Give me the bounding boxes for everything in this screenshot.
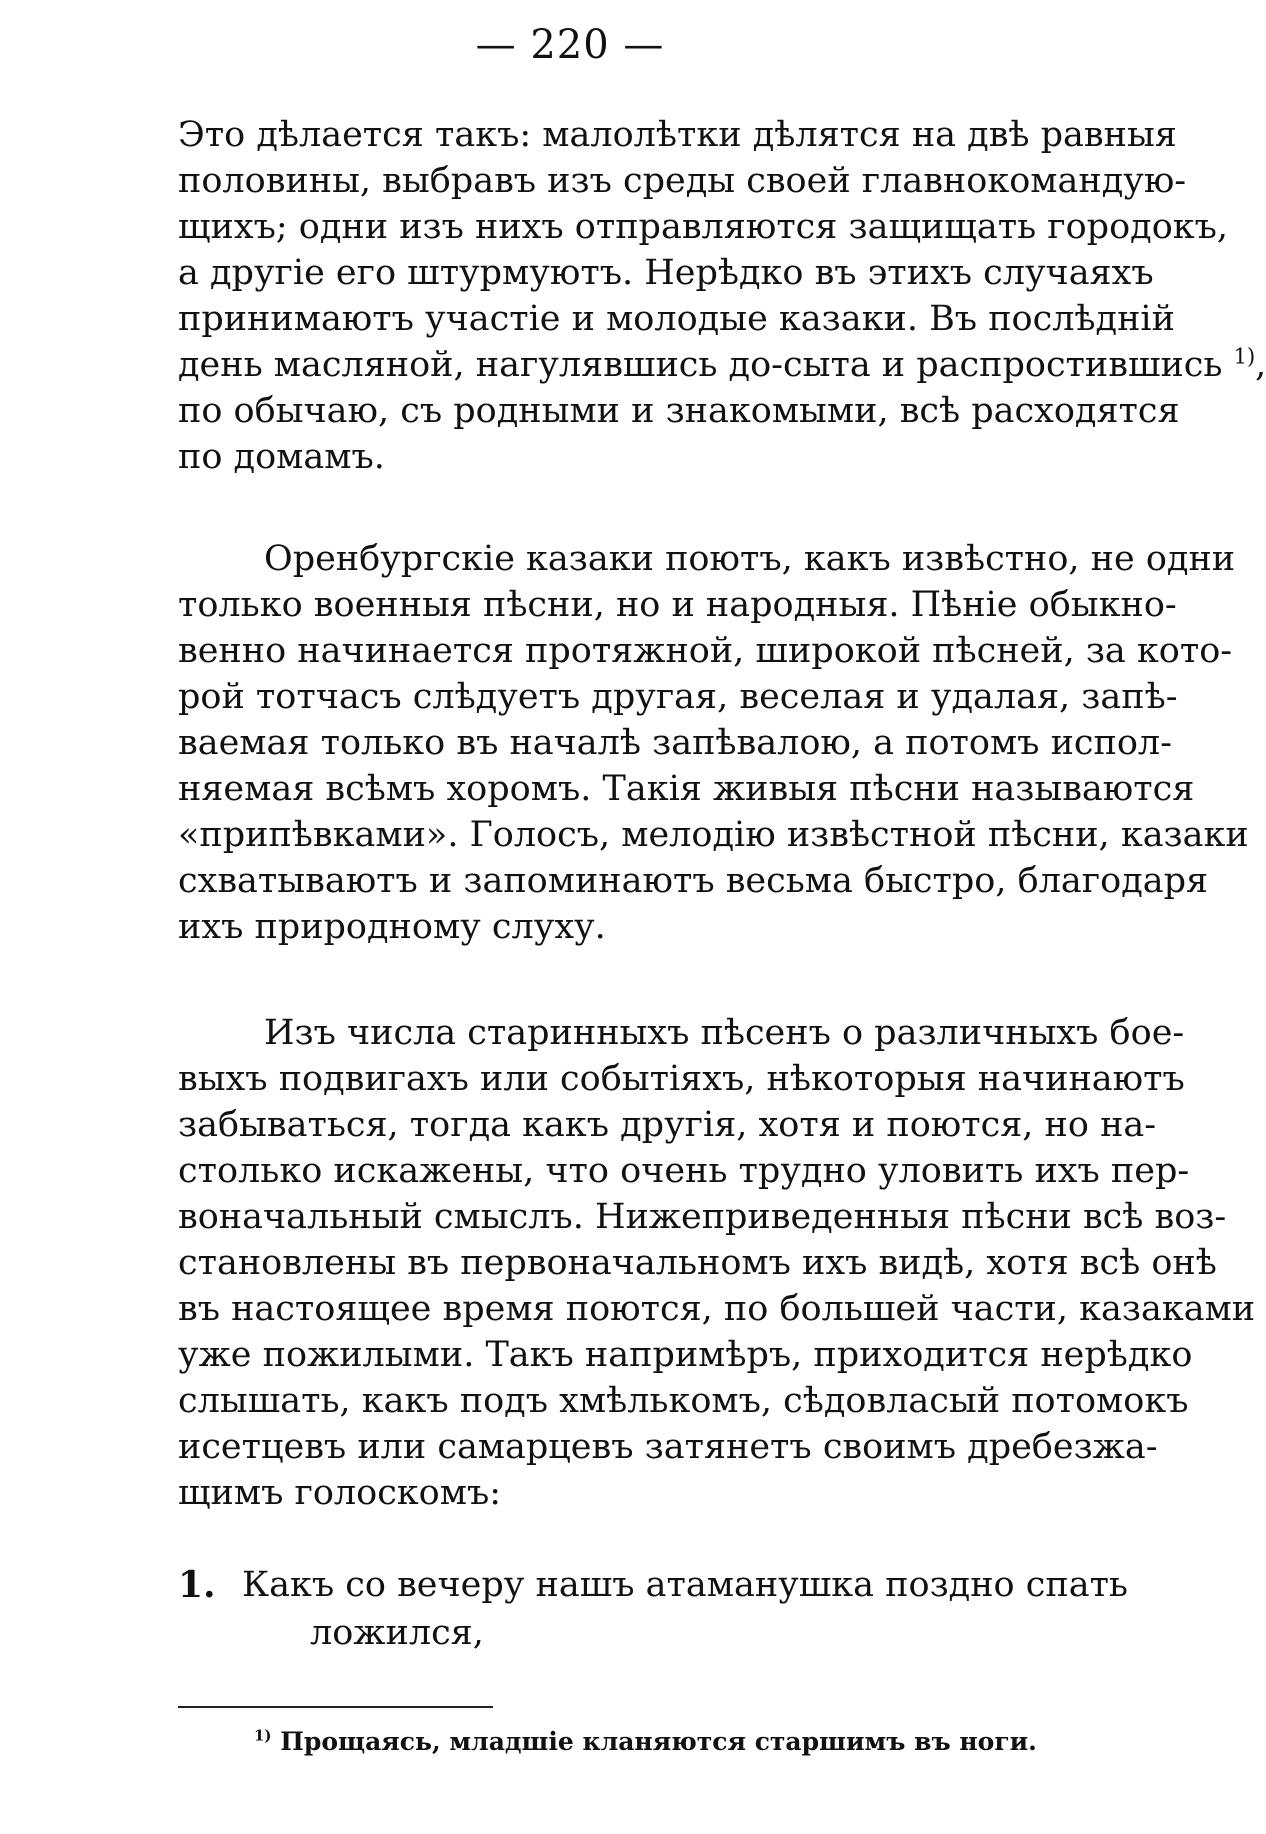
text-line: исетцевъ или самарцевъ затянетъ своимъ дребезжа-: [178, 1427, 1158, 1467]
text-line: Оренбургскіе казаки поютъ, какъ извѣстно, не одни: [264, 539, 1236, 579]
text-line: щимъ голоскомъ:: [178, 1473, 502, 1513]
text-line-with-footnote-ref: [178, 342, 1266, 388]
text-line: въ настоящее время поются, по большей части, казаками: [178, 1289, 1256, 1329]
text-line: по обычаю, съ родными и знакомыми, всѣ расходятся: [178, 391, 1180, 431]
text-line: воначальный смыслъ. Нижеприведенныя пѣсни всѣ воз-: [178, 1197, 1227, 1237]
text-line: слышать, какъ подъ хмѣлькомъ, сѣдовласый потомокъ: [178, 1381, 1189, 1421]
text-line: рой тотчасъ слѣдуетъ другая, веселая и удалая, запѣ-: [178, 677, 1178, 717]
text-line: принимаютъ участіе и молодые казаки. Въ послѣдній: [178, 299, 1175, 339]
text-line: половины, выбравъ изъ среды своей главнокомандую-: [178, 161, 1187, 201]
song-line: Какъ со вечеру нашъ атаманушка поздно спать: [242, 1565, 1128, 1605]
page-number: — 220 —: [475, 22, 665, 68]
footnote-divider: [178, 1706, 493, 1708]
footnote-marker: 1): [254, 1726, 272, 1745]
text-line: выхъ подвигахъ или событіяхъ, нѣкоторыя начинаютъ: [178, 1059, 1185, 1099]
footnote: [254, 1726, 1037, 1758]
text-line: схватываютъ и запоминаютъ весьма быстро, благодаря: [178, 861, 1209, 901]
text-line: уже пожилыми. Такъ напримѣръ, приходится нерѣдко: [178, 1335, 1193, 1375]
song-line: ложился,: [310, 1613, 484, 1653]
text-line: ихъ природному слуху.: [178, 907, 606, 947]
text-line: Это дѣлается такъ: малолѣтки дѣлятся на двѣ равныя: [178, 115, 1177, 155]
footnote-reference-suffix: ,: [1255, 345, 1266, 385]
text-line: забываться, тогда какъ другія, хотя и поются, но на-: [178, 1105, 1157, 1145]
footnote-text: Прощаясь, младшіе кланяются старшимъ въ ноги.: [280, 1727, 1037, 1756]
song-number: 1.: [178, 1564, 216, 1606]
text-line: ваемая только въ началѣ запѣвалою, а потомъ испол-: [178, 723, 1172, 763]
text-line: няемая всѣмъ хоромъ. Такія живыя пѣсни называются: [178, 769, 1195, 809]
text-line: только военныя пѣсни, но и народныя. Пѣніе обыкно-: [178, 585, 1177, 625]
text-line: Изъ числа старинныхъ пѣсенъ о различныхъ бое-: [264, 1013, 1185, 1053]
footnote-reference: 1): [1233, 344, 1256, 369]
text-line: «припѣвками». Голосъ, мелодію извѣстной пѣсни, казаки: [178, 815, 1249, 855]
text-line: становлены въ первоначальномъ ихъ видѣ, хотя всѣ онѣ: [178, 1243, 1217, 1283]
text-line: щихъ; одни изъ нихъ отправляются защищать городокъ,: [178, 207, 1229, 247]
text-line: по домамъ.: [178, 437, 385, 477]
text-line: столько искажены, что очень трудно уловить ихъ пер-: [178, 1151, 1190, 1191]
text-line-content: день масляной, нагулявшись до-сыта и распростившись: [178, 345, 1223, 385]
text-line: венно начинается протяжной, широкой пѣсней, за кото-: [178, 631, 1233, 671]
text-line: а другіе его штурмуютъ. Нерѣдко въ этихъ случаяхъ: [178, 253, 1154, 293]
